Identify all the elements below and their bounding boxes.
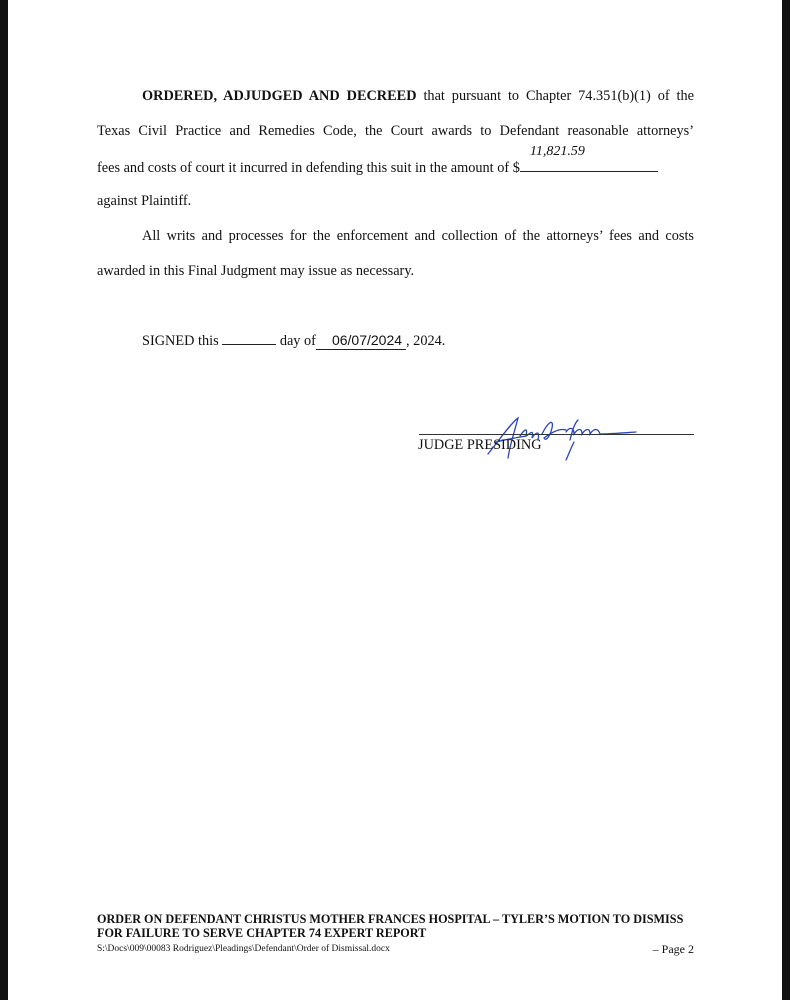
signed-middle: day of (279, 333, 316, 349)
judge-presiding-label: JUDGE PRESIDING (418, 437, 542, 453)
writs-line-1 (97, 227, 694, 245)
signature-line (419, 434, 694, 435)
order-line-3 (97, 144, 694, 177)
order-line-3-text: fees and costs of court it incurred in defending this suit in the amount of $ (97, 160, 520, 176)
footer-page-number: – Page 2 (652, 942, 694, 956)
order-line-4: against Plaintiff. (97, 193, 192, 209)
signed-line (142, 331, 642, 350)
writs-line-2: awarded in this Final Judgment may issue as necessary. (97, 263, 415, 279)
ordered-decreed-heading: ORDERED, ADJUDGED AND DECREED (142, 88, 417, 104)
footer-title: ORDER ON DEFENDANT CHRISTUS MOTHER FRANCES HOSPITAL – TYLER’S MOTION TO DISMISS FOR FAILURE TO SERVE CHAPTER 74 EXPERT REPORT (97, 912, 684, 940)
amount-value: 11,821.59 (529, 144, 585, 159)
order-line-1 (97, 87, 694, 105)
signed-suffix: , 2024. (406, 333, 446, 349)
document-page (8, 0, 782, 1000)
signed-prefix: SIGNED this (142, 333, 219, 349)
signed-date: 06/07/2024 (316, 331, 406, 350)
footer-file-path: S:\Docs\009\00083 Rodriguez\Pleadings\Defendant\Order of Dismissal.docx (97, 944, 390, 954)
writs-line-1-text: All writs and processes for the enforcement and collection of the attorneys’ fees and costs (142, 228, 694, 244)
amount-field (520, 144, 658, 172)
order-line-1-text: that pursuant to Chapter 74.351(b)(1) of the (423, 88, 694, 104)
day-blank (222, 332, 276, 345)
order-line-2: Texas Civil Practice and Remedies Code, the Court awards to Defendant reasonable attorneys’ (97, 123, 694, 139)
